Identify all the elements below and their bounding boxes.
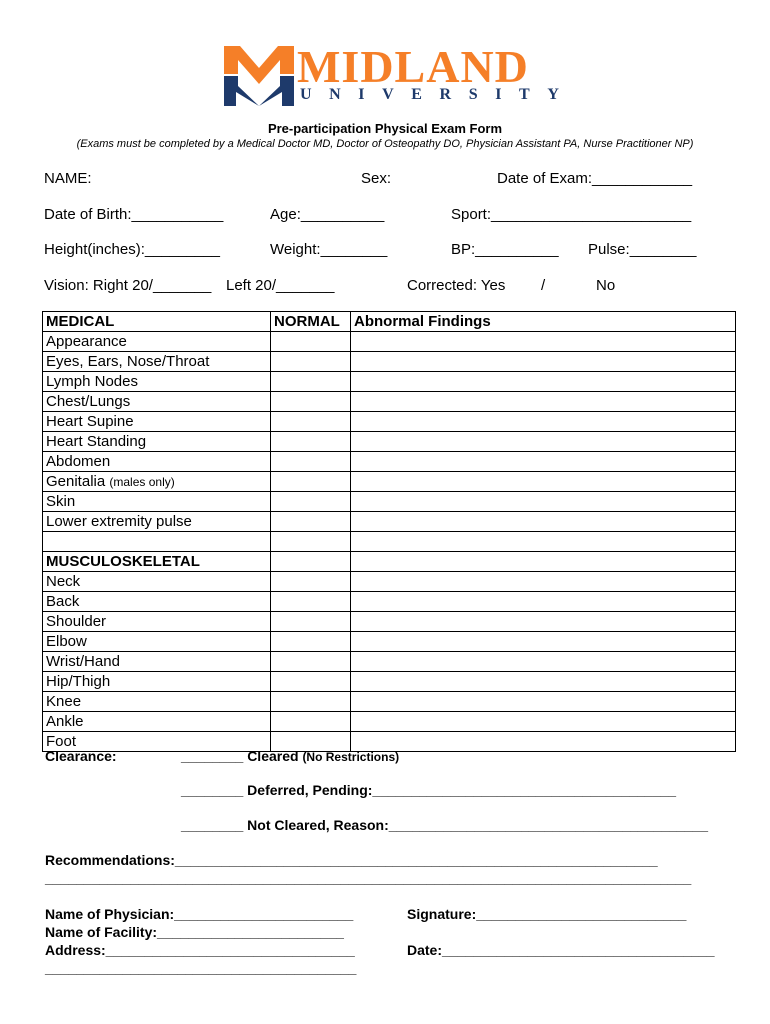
row-label: Knee [43, 692, 271, 712]
height-field[interactable]: Height(inches):_________ [44, 241, 220, 258]
physician-name-field[interactable]: Name of Physician:_______________________ [45, 906, 354, 922]
genitalia-note: (males only) [109, 475, 175, 489]
normal-cell[interactable] [271, 452, 351, 472]
row-label: Skin [43, 492, 271, 512]
row-label: Neck [43, 572, 271, 592]
table-row [43, 692, 736, 712]
normal-cell[interactable] [271, 532, 351, 552]
normal-header: NORMAL [271, 312, 351, 332]
corrected-yes-option[interactable]: Corrected: Yes [407, 277, 506, 294]
date-of-exam-field[interactable]: Date of Exam:____________ [497, 170, 693, 187]
row-label: Foot [43, 732, 271, 752]
table-row [43, 592, 736, 612]
row-label: Wrist/Hand [43, 652, 271, 672]
name-field[interactable]: NAME: [44, 170, 92, 187]
normal-cell[interactable] [271, 412, 351, 432]
cleared-blank[interactable]: ________ [181, 748, 244, 764]
table-row [43, 372, 736, 392]
normal-cell[interactable] [271, 472, 351, 492]
findings-cell[interactable] [351, 372, 736, 392]
table-row [43, 632, 736, 652]
table-row [43, 672, 736, 692]
findings-cell[interactable] [351, 692, 736, 712]
normal-cell[interactable] [271, 332, 351, 352]
date-field[interactable]: Date:___________________________________ [407, 942, 715, 958]
normal-cell[interactable] [271, 372, 351, 392]
row-label: Lymph Nodes [43, 372, 271, 392]
findings-cell[interactable] [351, 412, 736, 432]
facility-name-field[interactable]: Name of Facility:________________________ [45, 924, 344, 940]
row-label: Heart Supine [43, 412, 271, 432]
normal-cell[interactable] [271, 392, 351, 412]
findings-cell[interactable] [351, 572, 736, 592]
row-label: Chest/Lungs [43, 392, 271, 412]
cleared-label: Cleared [247, 748, 299, 764]
findings-cell[interactable] [351, 512, 736, 532]
normal-cell[interactable] [271, 692, 351, 712]
normal-cell[interactable] [271, 712, 351, 732]
normal-cell[interactable] [271, 632, 351, 652]
cleared-note: (No Restrictions) [302, 750, 400, 764]
normal-cell[interactable] [271, 572, 351, 592]
pulse-field[interactable]: Pulse:________ [588, 241, 697, 258]
deferred-option[interactable]: ________ Deferred, Pending:_______________________________________ [181, 782, 677, 798]
abnormal-findings-header: Abnormal Findings [351, 312, 736, 332]
row-label: Heart Standing [43, 432, 271, 452]
normal-cell[interactable] [271, 512, 351, 532]
cleared-option[interactable] [181, 748, 399, 764]
findings-cell[interactable] [351, 432, 736, 452]
table-row [43, 572, 736, 592]
row-label: Lower extremity pulse [43, 512, 271, 532]
normal-cell[interactable] [271, 432, 351, 452]
table-row [43, 712, 736, 732]
normal-cell[interactable] [271, 592, 351, 612]
genitalia-label: Genitalia [46, 473, 106, 490]
table-row [43, 472, 736, 492]
table-row-blank [43, 532, 736, 552]
table-row [43, 432, 736, 452]
normal-cell[interactable] [271, 352, 351, 372]
normal-cell[interactable] [271, 672, 351, 692]
sex-field[interactable]: Sex: [361, 170, 392, 187]
normal-cell[interactable] [271, 492, 351, 512]
normal-cell[interactable] [271, 552, 351, 572]
row-label: Appearance [43, 332, 271, 352]
bp-field[interactable]: BP:__________ [451, 241, 559, 258]
row-label: Ankle [43, 712, 271, 732]
clearance-label: Clearance: [45, 748, 117, 764]
row-label: Eyes, Ears, Nose/Throat [43, 352, 271, 372]
table-header-row [43, 312, 736, 332]
not-cleared-option[interactable]: ________ Not Cleared, Reason:_________________________________________ [181, 817, 708, 833]
logo-subtitle: UNIVERSITY [300, 86, 577, 103]
row-label: Shoulder [43, 612, 271, 632]
medical-header: MEDICAL [43, 312, 271, 332]
table-row [43, 452, 736, 472]
table-row [43, 352, 736, 372]
findings-cell[interactable] [351, 592, 736, 612]
findings-cell[interactable] [351, 652, 736, 672]
age-field[interactable]: Age:__________ [270, 206, 385, 223]
table-row [43, 512, 736, 532]
form-title: Pre-participation Physical Exam Form [267, 121, 503, 136]
date-of-birth-field[interactable]: Date of Birth:___________ [44, 206, 224, 223]
findings-cell[interactable] [351, 712, 736, 732]
address-field[interactable]: Address:________________________________ [45, 942, 355, 958]
sport-field[interactable]: Sport:________________________ [451, 206, 692, 223]
musculoskeletal-header-row [43, 552, 736, 572]
findings-cell[interactable] [351, 392, 736, 412]
findings-cell[interactable] [351, 532, 736, 552]
row-label: Elbow [43, 632, 271, 652]
normal-cell[interactable] [271, 652, 351, 672]
recommendations-line-2[interactable]: ___________________________________________________________________________________ [45, 870, 692, 886]
findings-cell[interactable] [351, 552, 736, 572]
exam-table [42, 311, 736, 752]
table-row [43, 332, 736, 352]
normal-cell[interactable] [271, 612, 351, 632]
musculoskeletal-header: MUSCULOSKELETAL [43, 552, 271, 572]
table-row [43, 392, 736, 412]
table-row [43, 412, 736, 432]
weight-field[interactable]: Weight:________ [270, 241, 388, 258]
logo-wordmark: MIDLAND [297, 41, 529, 92]
row-label-genitalia [43, 472, 271, 492]
row-label: Hip/Thigh [43, 672, 271, 692]
vision-right-field[interactable]: Vision: Right 20/_______ [44, 277, 212, 294]
row-label: Abdomen [43, 452, 271, 472]
form-subtitle: (Exams must be completed by a Medical Doctor MD, Doctor of Osteopathy DO, Physician Assistant PA, Nurse Practitioner NP) [76, 138, 694, 150]
findings-cell[interactable] [351, 492, 736, 512]
findings-cell[interactable] [351, 612, 736, 632]
vision-left-field[interactable]: Left 20/_______ [226, 277, 335, 294]
midland-m-logo-icon [224, 46, 294, 106]
findings-cell[interactable] [351, 472, 736, 492]
corrected-slash: / [541, 277, 546, 294]
findings-cell[interactable] [351, 672, 736, 692]
findings-cell[interactable] [351, 332, 736, 352]
table-row [43, 492, 736, 512]
table-row [43, 612, 736, 632]
address-line-2[interactable]: ________________________________________ [45, 960, 357, 976]
findings-cell[interactable] [351, 732, 736, 752]
findings-cell[interactable] [351, 352, 736, 372]
findings-cell[interactable] [351, 632, 736, 652]
blank-cell [43, 532, 271, 552]
signature-field[interactable]: Signature:___________________________ [407, 906, 687, 922]
corrected-no-option[interactable]: No [596, 277, 616, 294]
findings-cell[interactable] [351, 452, 736, 472]
row-label: Back [43, 592, 271, 612]
table-row [43, 652, 736, 672]
recommendations-field[interactable]: Recommendations:______________________________________________________________ [45, 852, 658, 868]
